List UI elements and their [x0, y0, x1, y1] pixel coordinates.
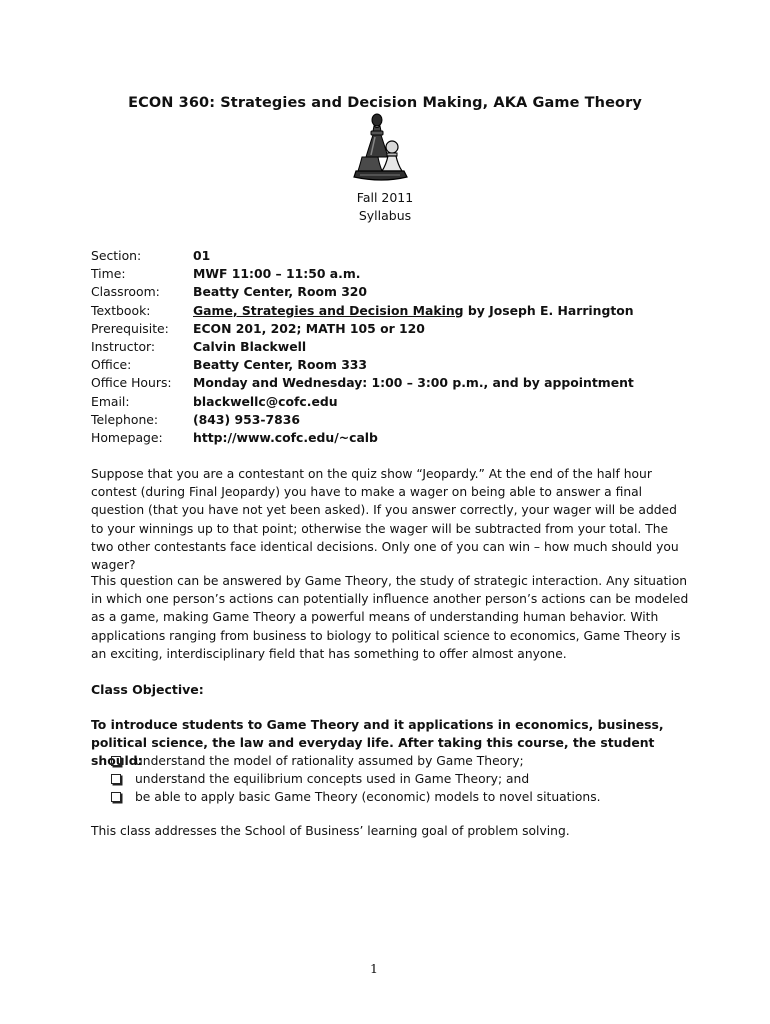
page-number: 1 [370, 961, 378, 976]
homepage-value: http://www.cofc.edu/~calb [193, 429, 378, 445]
time-value: MWF 11:00 – 11:50 a.m. [193, 266, 361, 282]
info-row-email [91, 393, 731, 411]
objective-list [111, 752, 691, 807]
info-label: Section: [91, 248, 142, 263]
info-label: Homepage: [91, 429, 163, 445]
instructor-value: Calvin Blackwell [193, 338, 307, 354]
document-type: Syllabus [358, 208, 412, 223]
course-info-table [91, 247, 731, 447]
info-row-instructor [91, 338, 731, 356]
info-row-homepage [91, 429, 731, 447]
info-label: Office Hours: [91, 375, 172, 391]
email-value: blackwellc@cofc.edu [193, 393, 338, 409]
closing-statement: This class addresses the School of Business’ learning goal of problem solving. [91, 824, 570, 838]
info-row-office-hours [91, 374, 731, 392]
info-row-textbook [91, 302, 731, 320]
term: Fall 2011 [356, 190, 414, 205]
info-label: Prerequisite: [91, 320, 169, 336]
info-label: Time: [91, 266, 126, 282]
list-item [111, 788, 691, 806]
info-row-section [91, 247, 731, 265]
office-value: Beatty Center, Room 333 [193, 357, 368, 373]
list-item [111, 770, 691, 788]
info-row-time [91, 265, 731, 283]
info-label: Instructor: [91, 338, 156, 354]
info-row-office [91, 356, 731, 374]
info-row-classroom [91, 283, 731, 301]
info-label: Email: [91, 393, 130, 409]
objective-heading: Class Objective: [91, 682, 204, 697]
objective-statement: To introduce students to Game Theory and it applications in economics, business, political science, the law and everyday life. After taking this course, the student should: [91, 717, 664, 769]
list-item-text: understand the model of rationality assumed by Game Theory; [135, 754, 524, 768]
info-label: Telephone: [91, 411, 159, 427]
checkbox-bullet-icon [111, 756, 121, 766]
info-row-telephone [91, 411, 731, 429]
telephone-value: (843) 953-7836 [193, 411, 300, 427]
office-hours-value: Monday and Wednesday: 1:00 – 3:00 p.m., and by appointment [193, 375, 634, 391]
textbook-author: by Joseph E. Harrington [463, 302, 634, 318]
document-title: ECON 360: Strategies and Decision Making, AKA Game Theory [128, 95, 642, 111]
prerequisite-value: ECON 201, 202; MATH 105 or 120 [193, 320, 425, 336]
checkbox-bullet-icon [111, 792, 121, 802]
checkbox-bullet-icon [111, 774, 121, 784]
intro-paragraph: Suppose that you are a contestant on the quiz show “Jeopardy.” At the end of the half hour contest (during Final Jeopardy) you have to make a wager on being able to answer a final question (that you have not yet been asked). If you answer correctly, your wager will be added to your winnings up to that point; otherwise the wager will be subtracted from your total. The two other contestants face identical decisions. Only one of you can win – how much should you wager? [91, 467, 679, 573]
chess-pieces-icon [352, 113, 416, 185]
game-theory-paragraph: This question can be answered by Game Theory, the study of strategic interaction. Any situation in which one person’s actions can potentially influence another person’s actions can be modeled as a game, making Game Theory a powerful means of understanding human behavior. With applications ranging from business to biology to political science to economics, Game Theory is an exciting, interdisciplinary field that has something to offer almost anyone. [91, 574, 689, 661]
list-item-text: understand the equilibrium concepts used in Game Theory; and [135, 772, 530, 787]
textbook-title: Game, Strategies and Decision Making [193, 302, 464, 318]
info-label: Office: [91, 357, 132, 373]
classroom-value: Beatty Center, Room 320 [193, 284, 368, 300]
info-label: Classroom: [91, 284, 160, 300]
list-item [111, 752, 691, 770]
list-item-text: be able to apply basic Game Theory (economic) models to novel situations. [135, 790, 601, 805]
info-row-prerequisite [91, 320, 731, 338]
section-value: 01 [193, 248, 211, 263]
info-label: Textbook: [91, 302, 151, 318]
